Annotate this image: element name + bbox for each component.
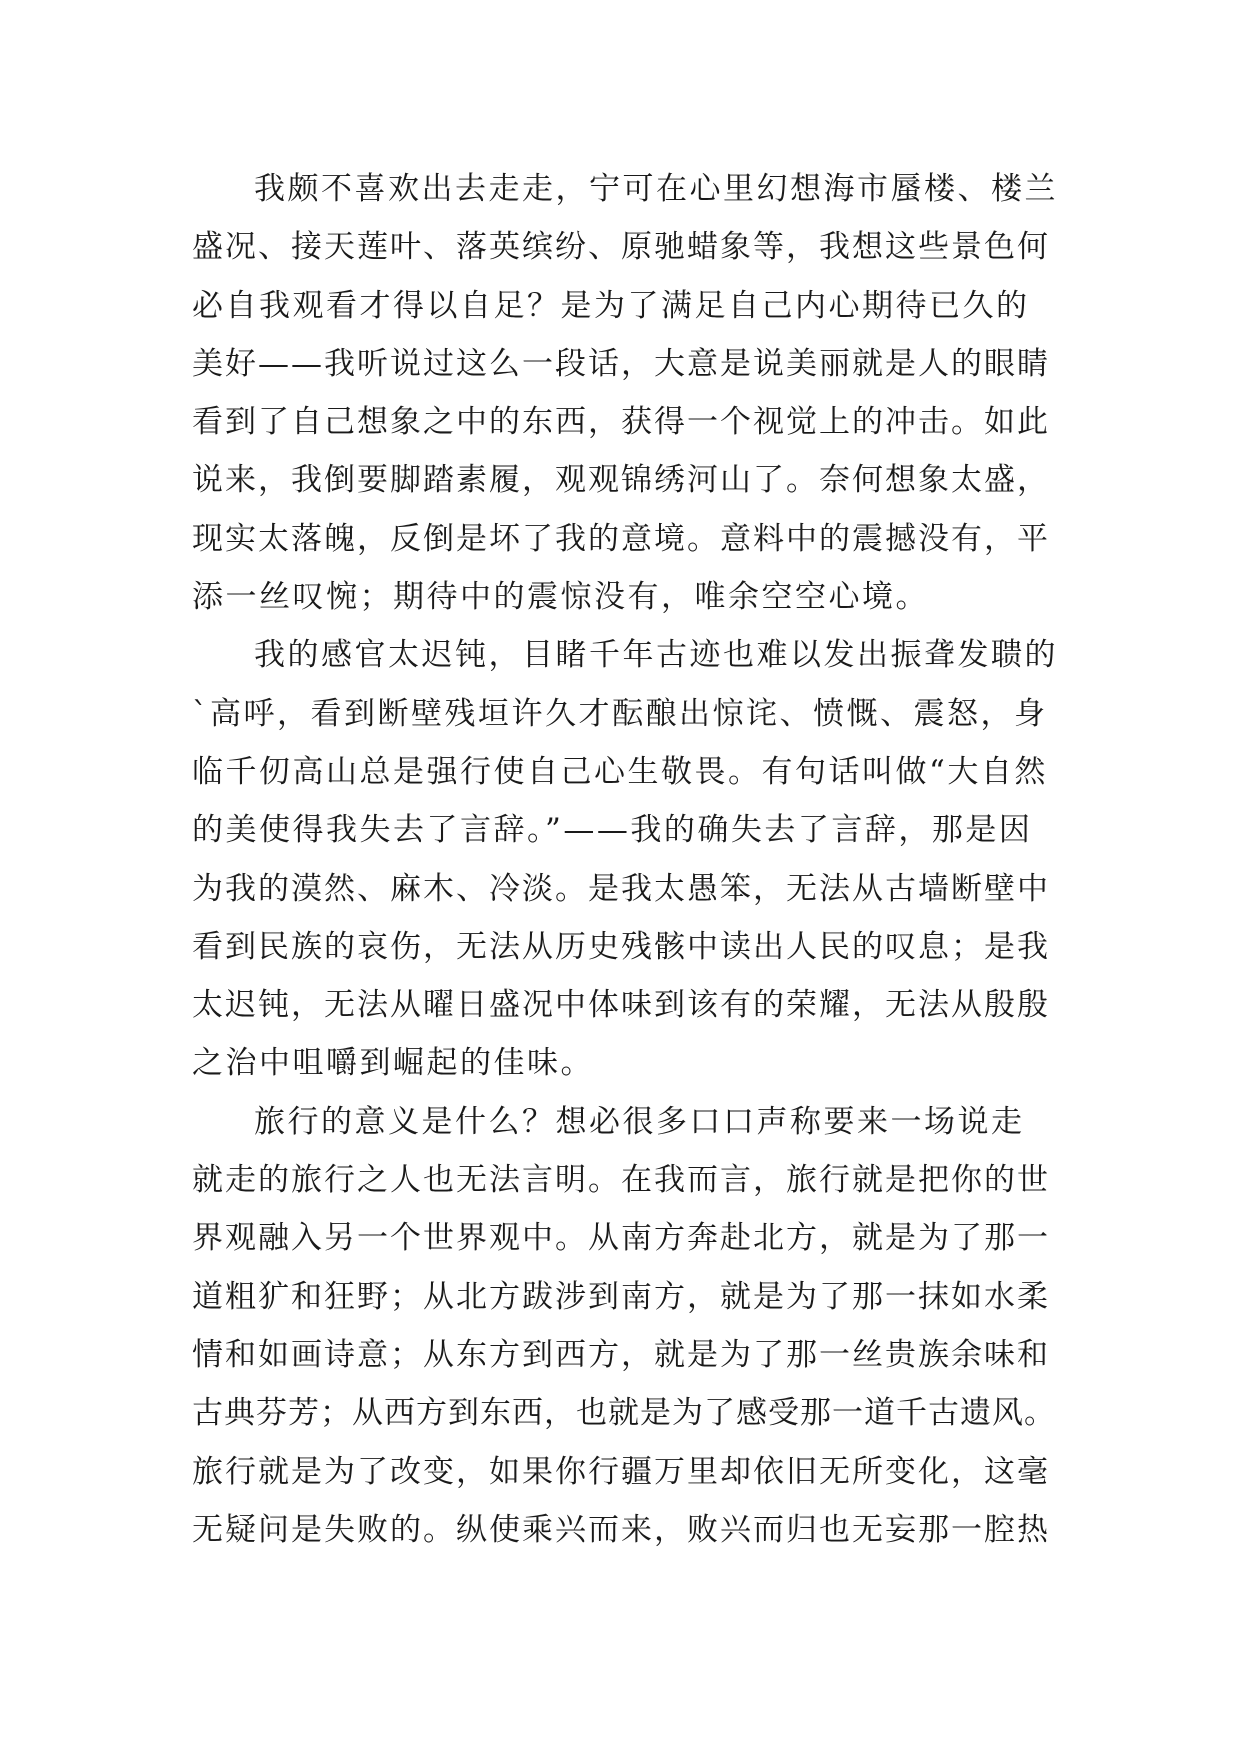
paragraph-line: 旅行就是为了改变，如果你行疆万里却依旧无所变化，这毫: [192, 1453, 1050, 1490]
paragraph-line: 临千仞高山总是强行使自己心生敬畏。有句话叫做“大自然: [192, 753, 1048, 790]
paragraph-line: 界观融入另一个世界观中。从南方奔赴北方，就是为了那一: [192, 1220, 1050, 1257]
paragraph-line: 就走的旅行之人也无法言明。在我而言，旅行就是把你的世: [192, 1162, 1050, 1199]
paragraph-line: 添一丝叹惋；期待中的震惊没有，唯余空空心境。: [192, 579, 929, 616]
paragraph-line: 现实太落魄，反倒是坏了我的意境。意料中的震撼没有，平: [192, 520, 1050, 557]
paragraph-2: [192, 626, 1058, 1092]
paragraph-line: 必自我观看才得以自足？是为了满足自己内心期待已久的: [192, 287, 1030, 324]
paragraph-line: 看到民族的哀伤，无法从历史残骸中读出人民的叹息；是我: [192, 928, 1050, 965]
paragraph-line: 古典芬芳；从西方到东西，也就是为了感受那一道千古遗风。: [192, 1395, 1056, 1432]
paragraph-line: 道粗犷和狂野；从北方跋涉到南方，就是为了那一抹如水柔: [192, 1278, 1050, 1315]
paragraph-line: 无疑问是失败的。纵使乘兴而来，败兴而归也无妄那一腔热: [192, 1511, 1050, 1548]
paragraph-3: [192, 1093, 1058, 1559]
paragraph-line: 之治中咀嚼到崛起的佳味。: [192, 1045, 594, 1082]
paragraph-line: 太迟钝，无法从曜日盛况中体味到该有的荣耀，无法从殷殷: [192, 987, 1050, 1024]
paragraph-line: 看到了自己想象之中的东西，获得一个视觉上的冲击。如此: [192, 404, 1050, 441]
paragraph-line: 美好——我听说过这么一段话，大意是说美丽就是人的眼睛: [192, 345, 1050, 382]
paragraph-line: `高呼，看到断壁残垣许久才酝酿出惊诧、愤慨、震怒，身: [192, 695, 1048, 732]
paragraph-line: 说来，我倒要脚踏素履，观观锦绣河山了。奈何想象太盛，: [192, 462, 1050, 499]
paragraph-line: 旅行的意义是什么？想必很多口口声称要来一场说走: [254, 1103, 1025, 1140]
paragraph-line: 我颇不喜欢出去走走，宁可在心里幻想海市蜃楼、楼兰: [254, 171, 1058, 207]
paragraph-line: 我的感官太迟钝，目睹千年古迹也难以发出振聋发聩的: [254, 637, 1058, 674]
paragraph-line: 的美使得我失去了言辞。”——我的确失去了言辞，那是因: [192, 812, 1033, 849]
paragraph-line: 情和如画诗意；从东方到西方，就是为了那一丝贵族余味和: [192, 1336, 1050, 1373]
paragraph-1: [192, 160, 1058, 626]
paragraph-line: 为我的漠然、麻木、冷淡。是我太愚笨，无法从古墙断壁中: [192, 870, 1050, 907]
paragraph-line: 盛况、接天莲叶、落英缤纷、原驰蜡象等，我想这些景色何: [192, 229, 1050, 266]
essay-body: [192, 160, 1058, 1559]
